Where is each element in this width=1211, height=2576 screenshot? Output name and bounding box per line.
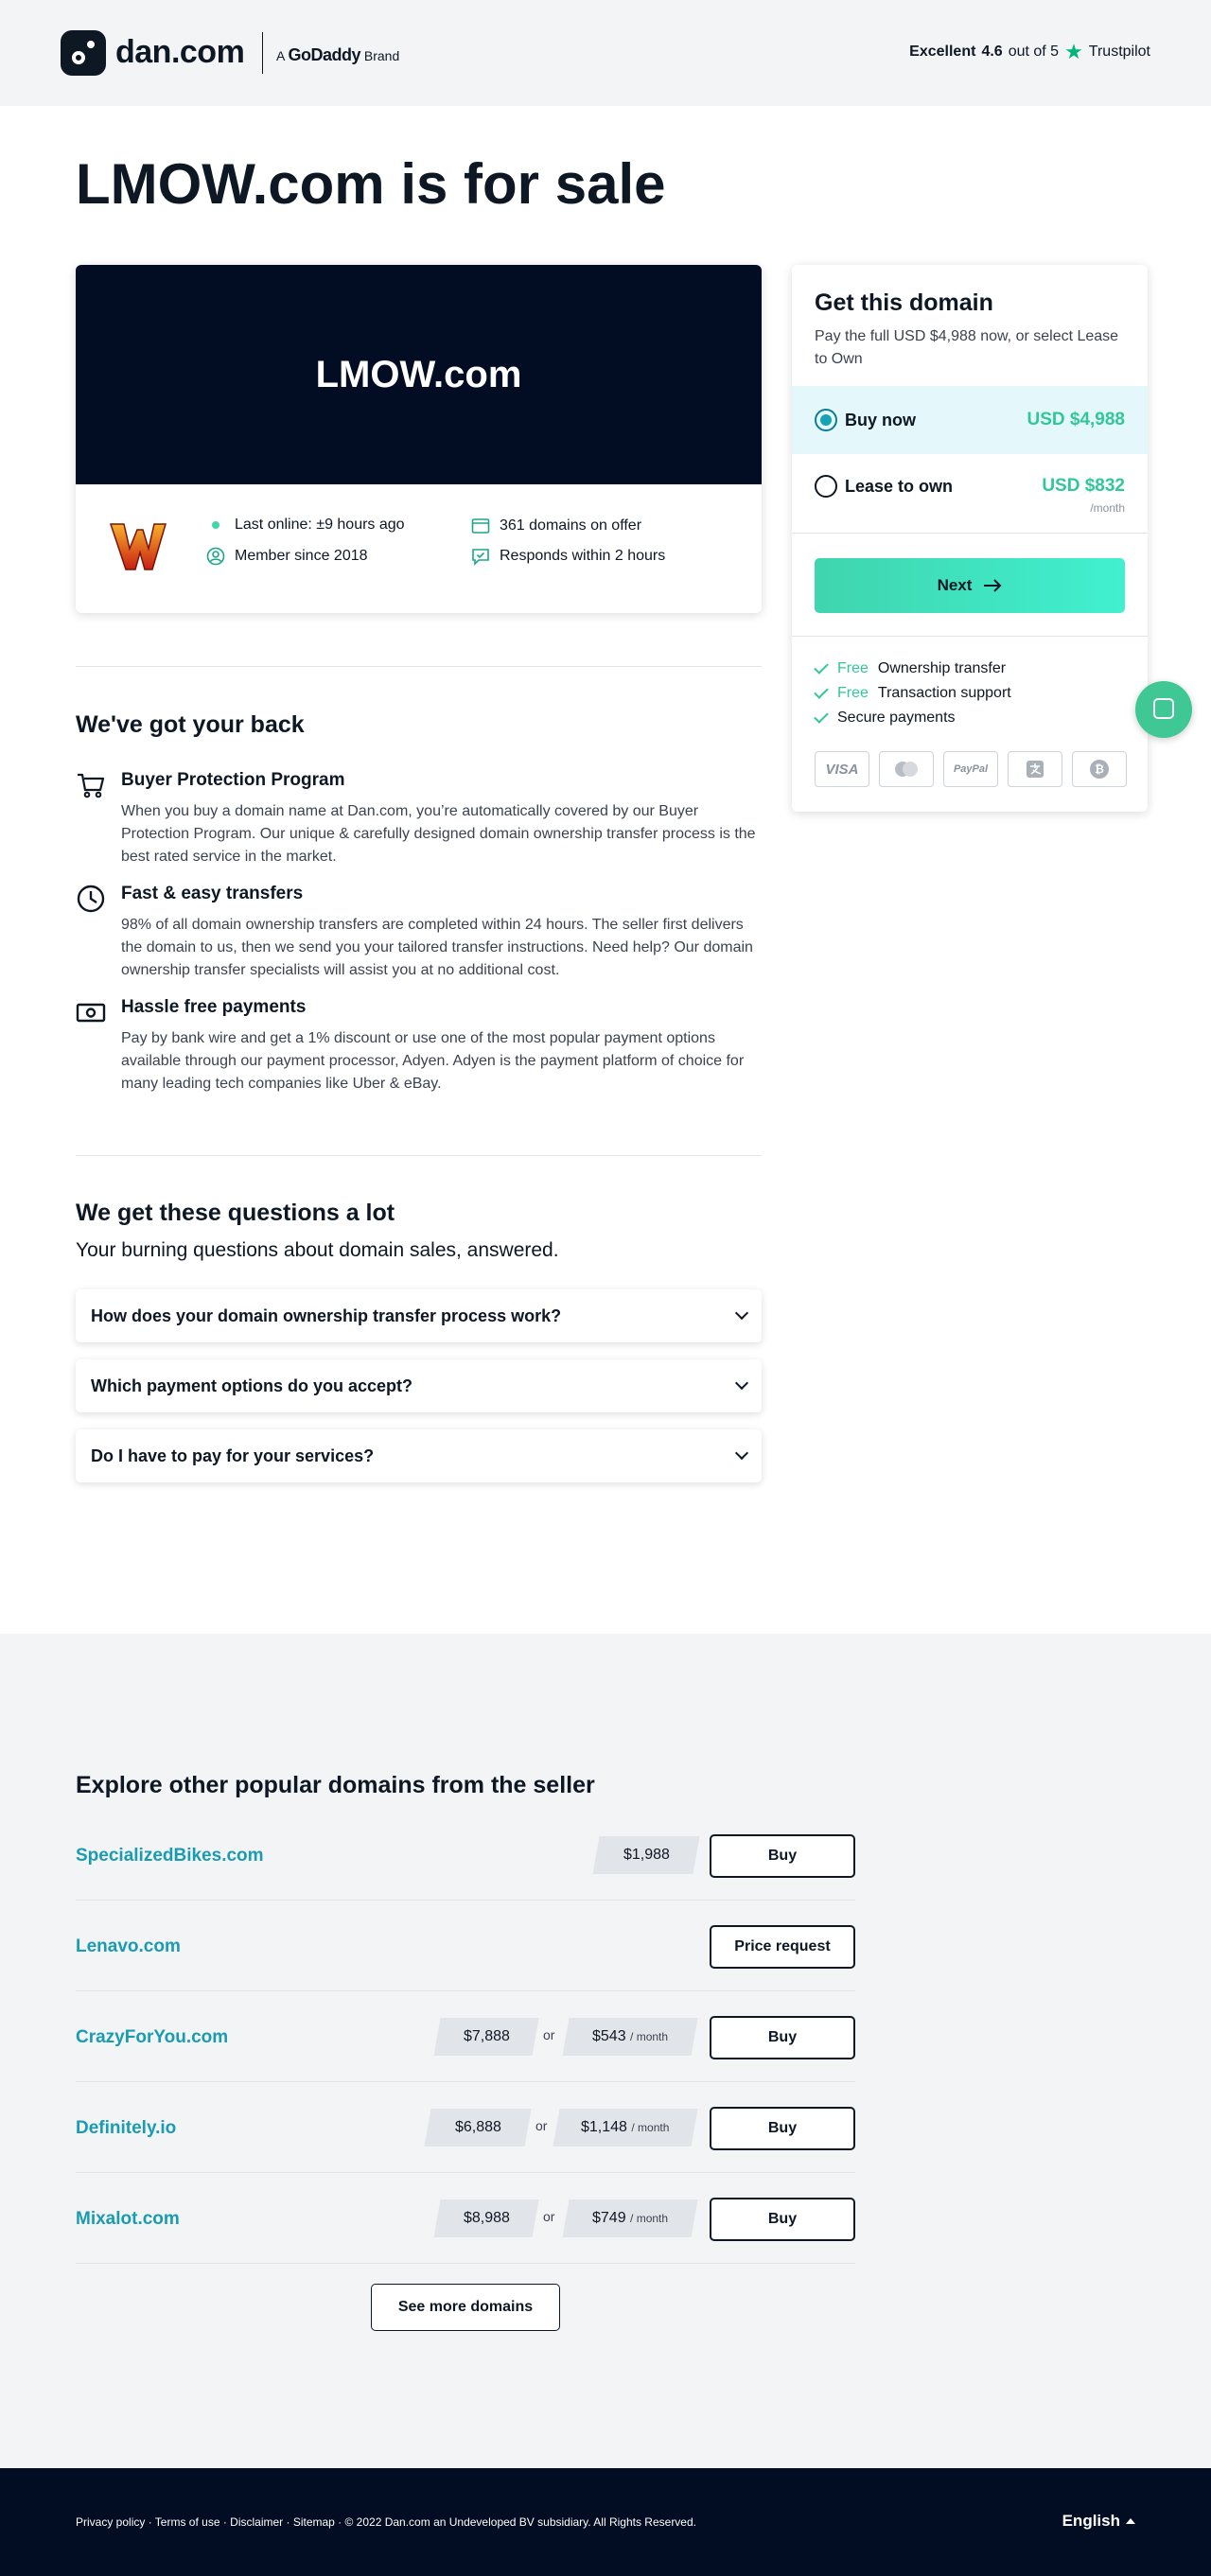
lease-price: USD $832 — [1042, 476, 1125, 496]
faq-question: Which payment options do you accept? — [91, 1376, 413, 1395]
perk-text: Transaction support — [877, 685, 1011, 701]
feature-title: Fast & easy transfers — [121, 884, 304, 903]
section-divider — [76, 1155, 762, 1156]
lease-radio[interactable] — [815, 475, 837, 498]
price-value: $6,888 — [454, 2119, 501, 2135]
check-icon — [814, 684, 829, 699]
month-label: / month — [630, 2212, 669, 2225]
top-header — [0, 0, 1211, 106]
logo-text[interactable]: dan.com — [115, 34, 245, 70]
price-value: $1,988 — [623, 1847, 670, 1863]
trust-rating-word: Excellent — [909, 44, 976, 60]
lease-label: Lease to own — [845, 477, 954, 496]
arrow-right-icon — [983, 578, 1002, 593]
chat-check-icon — [471, 547, 490, 566]
domain-row — [76, 1810, 855, 1901]
domains-on-offer[interactable] — [471, 517, 641, 535]
feature-title: Buyer Protection Program — [121, 770, 345, 790]
trust-brand: Trustpilot — [1088, 44, 1150, 60]
domain-link[interactable]: Lenavo.com — [76, 1936, 181, 1956]
browser-icon — [471, 517, 490, 535]
price-value: $7,888 — [463, 2028, 510, 2044]
faq-question: Do I have to pay for your services? — [91, 1446, 375, 1465]
response-time — [471, 547, 665, 566]
or-label: or — [543, 2027, 555, 2042]
footer-links[interactable]: Privacy policy · Terms of use · Disclaimer · Sitemap · © 2022 Dan.com an Undeveloped BV subsidiary. All Rights Reserved. — [76, 2515, 696, 2529]
buy-now-price: USD $4,988 — [1027, 410, 1125, 429]
brand-name: GoDaddy — [288, 45, 360, 64]
dan-logo-icon[interactable] — [61, 30, 106, 76]
panel-subtitle: Pay the full USD $4,988 now, or select Lease to Own — [815, 328, 1119, 367]
chat-icon — [1153, 698, 1174, 719]
banner-domain: LMOW.com — [315, 353, 522, 395]
cash-icon — [76, 997, 106, 1027]
perk-free: Free — [837, 685, 869, 701]
feature-title: Hassle free payments — [121, 997, 307, 1017]
svg-text:₿: ₿ — [1095, 762, 1104, 776]
feature-text: When you buy a domain name at Dan.com, you’re automatically covered by our Buyer Protection Program. Our unique & carefully designed domain ownership transfer process is the best rated service in the market. — [121, 803, 756, 865]
price-tag — [433, 2199, 538, 2237]
feature-text: 98% of all domain ownership transfers are completed within 24 hours. The seller first delivers the domain to us, then we send you your tailored transfer instructions. Need help? Our domain ownership transfer specialists will assist you at no additional cost. — [121, 917, 753, 978]
check-icon — [814, 659, 829, 675]
seller-logo-icon — [109, 520, 167, 573]
domains-on-offer-text: 361 domains on offer — [500, 517, 642, 534]
buy-button[interactable]: Buy — [710, 2016, 855, 2059]
chevron-down-icon — [735, 1306, 748, 1320]
trustpilot-star-icon: ★ — [1064, 40, 1083, 63]
next-label: Next — [937, 576, 973, 594]
buy-now-option[interactable] — [792, 386, 1148, 454]
faq-item[interactable] — [76, 1289, 762, 1342]
explore-heading: Explore other popular domains from the seller — [76, 1772, 595, 1798]
buy-now-radio[interactable] — [815, 409, 837, 431]
lease-tag — [553, 2109, 697, 2147]
buy-now-label: Buy now — [845, 411, 916, 429]
online-dot-icon — [212, 521, 219, 529]
domain-row — [76, 2173, 855, 2264]
buy-button[interactable]: Buy — [710, 2198, 855, 2241]
shopping-cart-icon — [76, 770, 106, 800]
buy-button[interactable]: Buy — [710, 2107, 855, 2150]
perk-free: Free — [837, 660, 869, 676]
domain-banner — [76, 265, 762, 484]
check-icon — [814, 709, 829, 724]
last-online-text: Last online: ±9 hours ago — [235, 517, 405, 533]
alipay-icon — [1008, 751, 1062, 787]
response-time-text: Responds within 2 hours — [500, 548, 666, 564]
domain-row — [76, 1991, 855, 2082]
domain-link[interactable]: Mixalot.com — [76, 2209, 180, 2229]
perk-ownership-transfer — [815, 660, 1006, 677]
faq-subheading: Your burning questions about domain sales, answered. — [76, 1239, 559, 1261]
godaddy-brand-tag — [276, 45, 399, 65]
language-selector[interactable] — [1062, 2512, 1135, 2531]
domain-link[interactable]: SpecializedBikes.com — [76, 1846, 264, 1866]
member-since-text: Member since 2018 — [235, 548, 368, 564]
buy-button[interactable]: Buy — [710, 1834, 855, 1878]
price-value: $8,988 — [463, 2210, 510, 2226]
domain-link[interactable]: Definitely.io — [76, 2118, 177, 2138]
panel-title: Get this domain — [815, 289, 993, 316]
lease-value: $749 — [591, 2210, 626, 2226]
perk-transaction-support — [815, 685, 1011, 702]
paypal-icon: PayPal — [943, 751, 998, 787]
member-since — [206, 547, 368, 566]
month-label: / month — [631, 2121, 670, 2134]
lease-value: $543 — [591, 2028, 626, 2044]
lease-value: $1,148 — [581, 2119, 628, 2135]
language-label: English — [1062, 2512, 1120, 2530]
footer — [0, 2468, 1211, 2576]
or-label: or — [535, 2118, 548, 2133]
trust-score: 4.6 — [981, 44, 1003, 60]
brand-suffix: Brand — [363, 48, 400, 63]
domain-link[interactable]: CrazyForYou.com — [76, 2027, 229, 2047]
caret-up-icon — [1126, 2518, 1135, 2524]
domain-row — [76, 1901, 855, 1991]
perk-text: Ownership transfer — [877, 660, 1007, 676]
title-suffix: is for sale — [400, 152, 666, 216]
lease-tag — [562, 2018, 697, 2056]
faq-item[interactable] — [76, 1429, 762, 1482]
feature-text: Pay by bank wire and get a 1% discount or use one of the most popular payment options available through our payment processor, Adyen. Adyen is the payment platform of choice for many leading tech companies like Uber & eBay. — [121, 1030, 745, 1092]
lease-unit: /month — [1090, 501, 1125, 515]
chevron-down-icon — [735, 1446, 748, 1460]
or-label: or — [543, 2209, 555, 2224]
clock-icon — [76, 884, 106, 914]
see-more-domains-button[interactable]: See more domains — [371, 2284, 560, 2331]
faq-heading: We get these questions a lot — [76, 1200, 395, 1226]
mastercard-icon — [879, 751, 934, 787]
chat-support-button[interactable] — [1135, 681, 1192, 738]
price-request-button[interactable]: Price request — [710, 1925, 855, 1969]
price-tag — [433, 2018, 538, 2056]
section-divider — [76, 666, 762, 667]
trust-out-of: out of 5 — [1008, 44, 1060, 60]
perk-text: Secure payments — [837, 710, 956, 726]
next-button[interactable] — [815, 558, 1125, 613]
price-tag — [592, 1836, 699, 1874]
faq-question: How does your domain ownership transfer process work? — [91, 1306, 562, 1325]
title-domain: LMOW.com — [76, 152, 385, 216]
logo-divider — [262, 32, 263, 74]
price-tag — [424, 2109, 531, 2147]
user-icon — [206, 547, 225, 566]
explore-section — [0, 1634, 1211, 2468]
lease-option[interactable] — [792, 454, 1148, 534]
chevron-down-icon — [735, 1376, 748, 1390]
lease-tag — [562, 2199, 697, 2237]
faq-item[interactable] — [76, 1359, 762, 1412]
month-label: / month — [630, 2030, 669, 2043]
domain-row — [76, 2082, 855, 2173]
visa-icon: VISA — [815, 751, 869, 787]
panel-divider — [792, 636, 1148, 637]
page-title — [76, 151, 665, 217]
bitcoin-icon — [1072, 751, 1127, 787]
back-heading: We've got your back — [76, 711, 305, 738]
trustpilot-rating[interactable] — [909, 40, 1150, 63]
last-online — [206, 517, 405, 534]
brand-prefix: A — [276, 48, 285, 63]
purchase-panel — [792, 265, 1148, 812]
domain-card — [76, 265, 762, 613]
perk-secure-payments — [815, 710, 956, 727]
